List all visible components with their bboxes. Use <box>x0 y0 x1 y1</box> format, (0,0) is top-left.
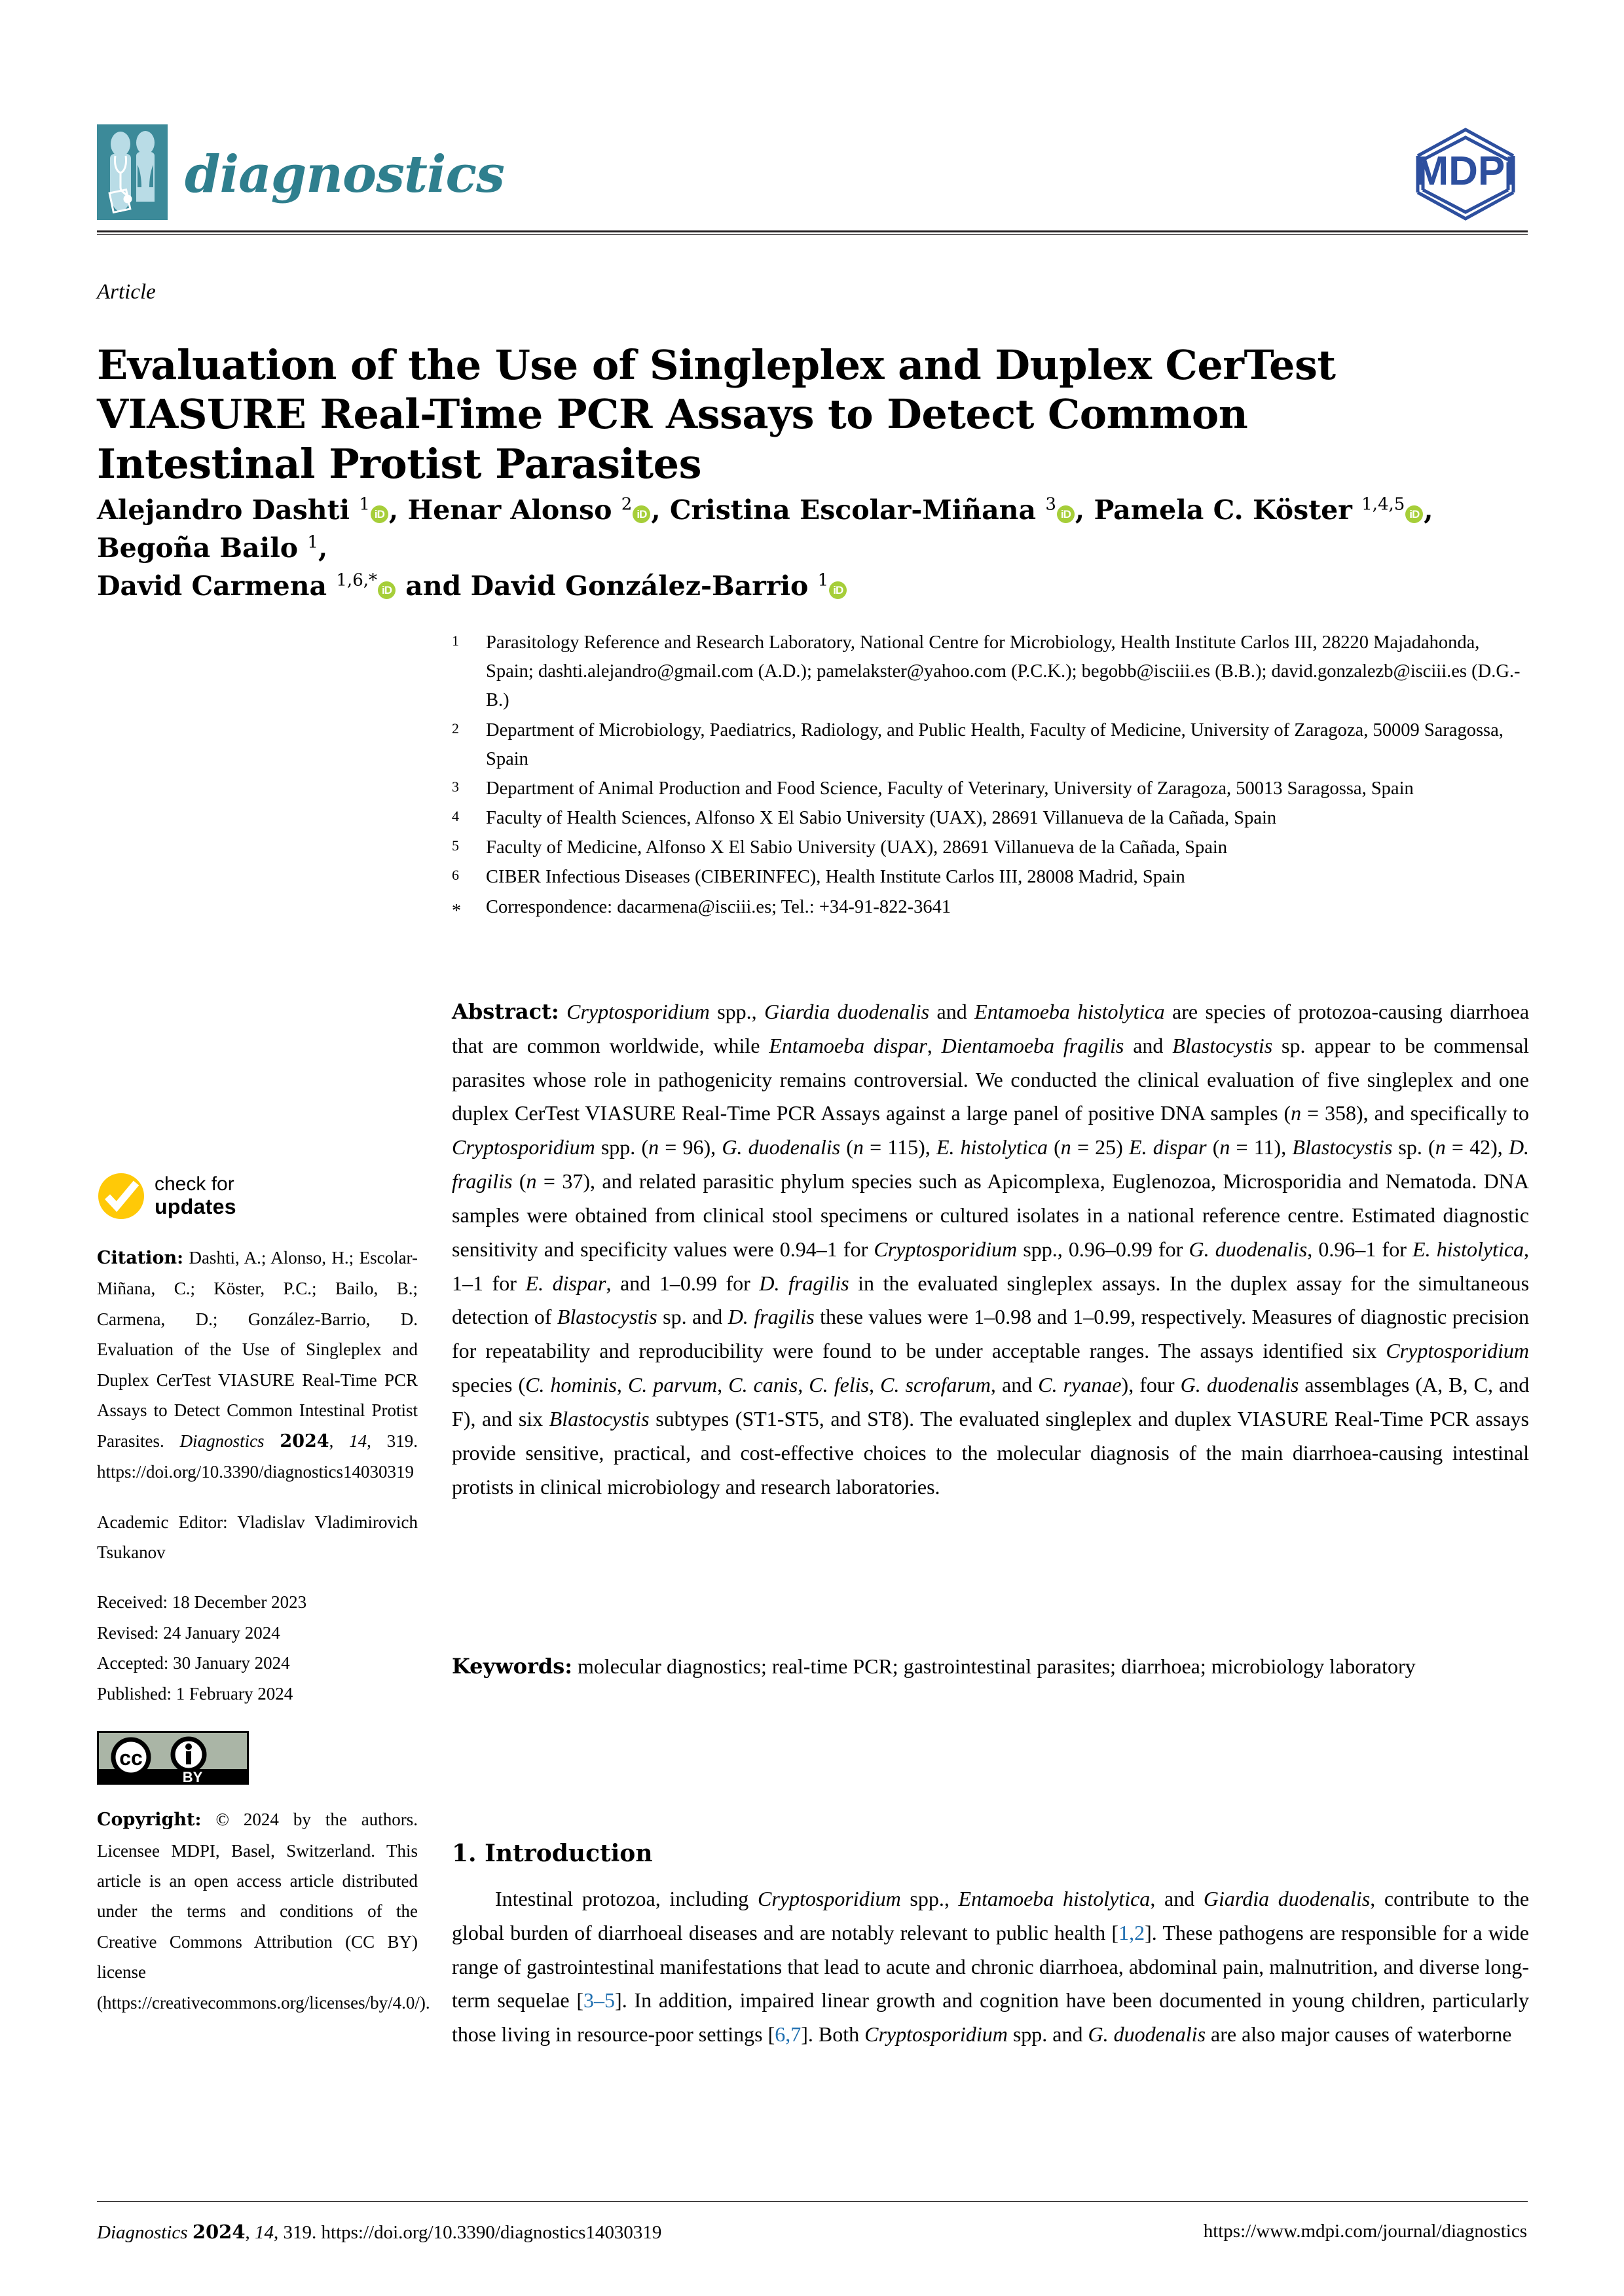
affiliation-row <box>452 863 1529 892</box>
svg-text:BY: BY <box>182 1769 203 1785</box>
affiliation-row <box>452 716 1529 774</box>
publication-date-line: Published: 1 February 2024 <box>97 1683 293 1704</box>
affiliation-row <box>452 833 1529 862</box>
keywords: Keywords: molecular diagnostics; real-time PCR; gastrointestinal parasites; diarrhoea; microbiology laboratory <box>452 1654 1416 1679</box>
abstract: Abstract: Cryptosporidium spp., Giardia duodenalis and Entamoeba histolytica are species of protozoa-causing diarrhoea that are common worldwide, while Entamoeba dispar, Dientamoeba fragilis and Blastocystis sp. appear to be commensal parasites whose role in pathogenicity remains controversial. We conducted the clinical evaluation of five singleplex and one duplex CerTest VIASURE Real-Time PCR Assays against a large panel of positive DNA samples (n = 358), and specifically to Cryptosporidium spp. (n = 96), G. duodenalis (n = 115), E. histolytica (n = 25) E. dispar (n = 11), Blastocystis sp. (n = 42), D. fragilis (n = 37), and related parasitic phylum species such as Apicomplexa, Euglenozoa, Microsporidia and Nematoda. DNA samples were obtained from clinical stool specimens or cultured isolates in a national reference centre. Estimated diagnostic sensitivity and specificity values were 0.94–1 for Cryptosporidium spp., 0.96–0.99 for G. duodenalis, 0.96–1 for E. histolytica, 1–1 for E. dispar, and 1–0.99 for D. fragilis in the evaluated singleplex assays. In the duplex assay for the simultaneous detection of Blastocystis sp. and D. fragilis these values were 1–0.98 and 1–0.99, respectively. Measures of diagnostic precision for repeatability and reproducibility were found to be under acceptable ranges. The assays identified six Cryptosporidium species (C. hominis, C. parvum, C. canis, C. felis, C. scrofarum, and C. ryanae), four G. duodenalis assemblages (A, B, C, and F), and six Blastocystis subtypes (ST1-ST5, and ST8). The evaluated singleplex and duplex VIASURE Real-Time PCR assays provide sensitive, practical, and cost-effective choices to the molecular diagnosis of the main diarrhoea-causing intestinal protists in clinical microbiology and research laboratories. <box>452 999 1530 1499</box>
header-divider <box>97 230 1528 232</box>
footer-divider <box>97 2201 1528 2202</box>
page-header <box>97 124 1528 223</box>
author-line-1: Alejandro Dashti $^1$iD , Henar Alonso $^2$iD , Cristina Escolar-Miñana $^3$iD , Pamela C. Köster $^{1,4,5}$iD , Begoña Bailo $^1$, <box>97 494 1433 564</box>
check-for-updates-text <box>155 1173 236 1218</box>
affiliation-text: Department of Microbiology, Paediatrics, Radiology, and Public Health, Faculty of Medicine, University of Zaragoza, 50009 Saragossa, Spain <box>486 720 1504 769</box>
publication-date-line: Accepted: 30 January 2024 <box>97 1653 290 1673</box>
affiliation-marker: 3 <box>452 778 459 795</box>
affiliation-text: Parasitology Reference and Research Laboratory, National Centre for Microbiology, Health Institute Carlos III, 28220 Majadahonda, Spain; dashti.alejandro@gmail.com (A.D.); pamelakster@yahoo.com (P.C.K.); begobb@isciii.es (B.B.); david.gonzalezb@isciii.es (D.G.-B.) <box>486 632 1521 711</box>
author-line-2: David Carmena $^{1,6,*}$iD and David González-Barrio $^1$iD <box>97 567 1439 605</box>
introduction-body: Intestinal protozoa, including Cryptosporidium spp., Entamoeba histolytica, and Giardia duodenalis, contribute to the global burden of diarrhoeal diseases and are notably relevant to public health [1,2]. These pathogens are responsible for a wide range of gastrointestinal manifestations that lead to acute and chronic diarrhoea, abdominal pain, malnutrition, and diverse long-term sequelae [3–5]. In addition, impaired linear growth and cognition have been documented in young children, particularly those living in resource-poor settings [6,7]. Both Cryptosporidium spp. and G. duodenalis are also major causes of waterborne <box>452 1887 1530 2047</box>
affiliation-row <box>452 804 1529 833</box>
check-for-updates-badge[interactable] <box>97 1172 418 1220</box>
svg-text:cc: cc <box>119 1746 143 1770</box>
affiliation-text: CIBER Infectious Diseases (CIBERINFEC), Health Institute Carlos III, 28008 Madrid, Spain <box>486 867 1185 888</box>
affiliation-marker: 1 <box>452 632 459 649</box>
journal-name: diagnostics <box>185 145 504 204</box>
affiliation-text: Department of Animal Production and Food Science, Faculty of Veterinary, University of Zaragoza, 50013 Saragossa, Spain <box>486 778 1414 799</box>
footer-journal-url[interactable]: https://www.mdpi.com/journal/diagnostics <box>1203 2221 1527 2242</box>
page-title: Evaluation of the Use of Singleplex and Duplex CerTest VIASURE Real-Time PCR Assays to Detect Common Intestinal Protist Parasites <box>97 340 1336 488</box>
mdpi-logo-icon <box>1403 124 1528 223</box>
affiliation-text: Correspondence: dacarmena@isciii.es; Tel.: +34-91-822-3641 <box>486 896 951 917</box>
cfu-line-1: check for <box>155 1173 234 1195</box>
publication-dates <box>97 1587 418 1709</box>
sidebar <box>97 1172 430 2037</box>
citation-block: Citation: Dashti, A.; Alonso, H.; Escolar-Miñana, C.; Köster, P.C.; Bailo, B.; Carmena, D.; González-Barrio, D. Evaluation of the Use of Singleplex and Duplex CerTest VIASURE Real-Time PCR Assays to Detect Common Intestinal Protist Parasites. Diagnostics 2024, 14, 319. https://doi.org/10.3390/diagnostics14030319 <box>97 1248 418 1482</box>
affiliation-text: Faculty of Medicine, Alfonso X El Sabio University (UAX), 28691 Villanueva de la Cañada, Spain <box>486 837 1228 858</box>
affiliation-marker: * <box>452 900 461 921</box>
journal-branding <box>97 124 504 220</box>
svg-text:MDPI: MDPI <box>1414 149 1517 194</box>
affiliation-marker: 6 <box>452 867 459 884</box>
affiliation-row <box>452 774 1529 803</box>
diagnostics-logo-icon <box>97 124 168 220</box>
affiliation-text: Faculty of Health Sciences, Alfonso X El Sabio University (UAX), 28691 Villanueva de la Cañada, Spain <box>486 808 1277 829</box>
publication-date-line: Revised: 24 January 2024 <box>97 1622 280 1643</box>
affiliation-marker: 2 <box>452 720 459 737</box>
affiliation-row <box>452 629 1529 716</box>
section-heading-introduction: 1. Introduction <box>452 1840 653 1867</box>
header-divider-thin <box>97 234 1528 235</box>
affiliation-marker: 5 <box>452 837 459 854</box>
affiliations-list <box>452 629 1529 926</box>
publication-date-line: Received: 18 December 2023 <box>97 1592 307 1613</box>
checkmark-icon <box>97 1172 145 1220</box>
footer-citation: Diagnostics 2024, 14, 319. https://doi.org/10.3390/diagnostics14030319 <box>97 2221 662 2243</box>
cc-by-license-icon[interactable] <box>97 1731 249 1785</box>
doctors-illustration-icon <box>97 124 168 220</box>
academic-editor: Academic Editor: Vladislav Vladimirovich Tsukanov <box>97 1512 418 1562</box>
cfu-line-2: updates <box>155 1194 236 1218</box>
affiliation-marker: 4 <box>452 808 459 825</box>
article-type-label: Article <box>97 280 156 304</box>
affiliation-row <box>452 893 1529 925</box>
author-list <box>97 491 1439 606</box>
copyright-block: Copyright: © 2024 by the authors. Licensee MDPI, Basel, Switzerland. This article is an open access article distributed under the terms and conditions of the Creative Commons Attribution (CC BY) license (https://creativecommons.org/licenses/by/4.0/). <box>97 1810 430 2013</box>
